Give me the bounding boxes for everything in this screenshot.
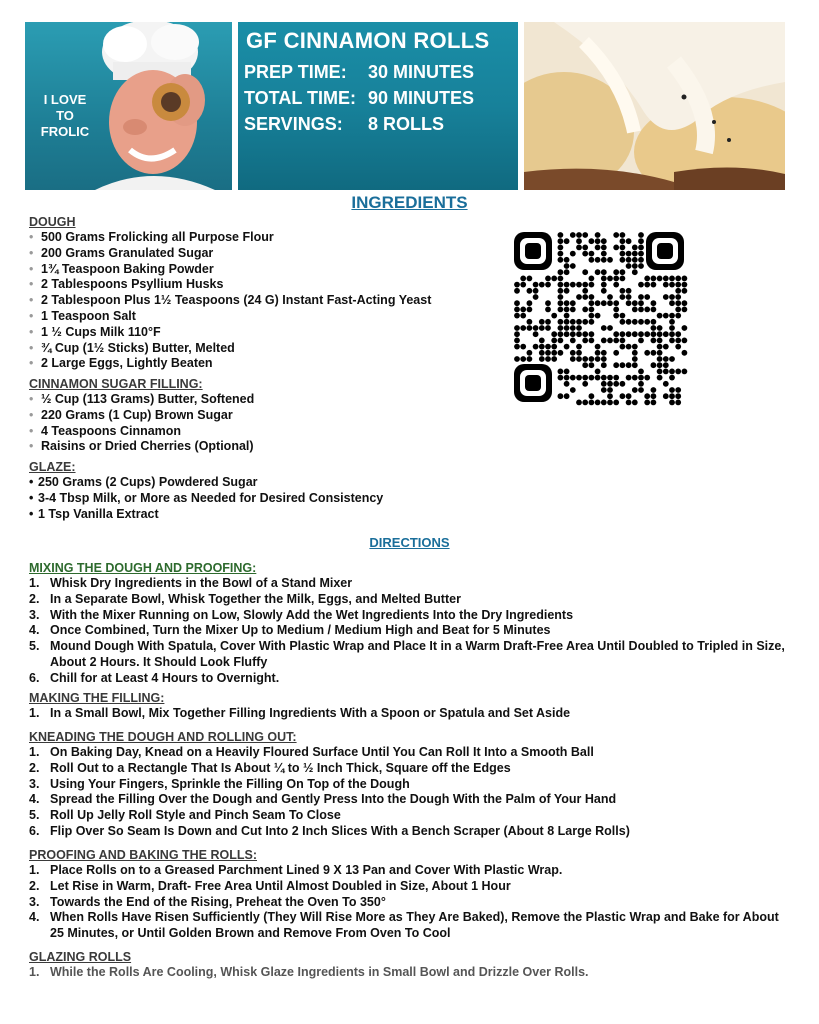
list-item: • ¾ Cup (1½ Sticks) Butter, Melted bbox=[29, 340, 235, 355]
list-item: • 500 Grams Frolicking all Purpose Flour bbox=[29, 230, 274, 244]
prep-time-value: 30 MINUTES bbox=[368, 62, 475, 82]
mixing-heading: MIXING THE DOUGH AND PROOFING: bbox=[29, 561, 257, 575]
directions-heading: DIRECTIONS bbox=[369, 535, 450, 550]
dough-list bbox=[29, 230, 431, 372]
glaze-list bbox=[29, 475, 383, 522]
list-item: 6. Flip Over So Seam Is Down and Cut Into 2 Inch Slices With a Bench Scraper (About 8 Large Rolls) bbox=[29, 823, 630, 838]
baking-steps bbox=[29, 863, 785, 942]
list-item: • 1 ½ Cups Milk 110°F bbox=[29, 324, 161, 339]
list-item: 1. While the Rolls Are Cooling, Whisk Glaze Ingredients in Small Bowl and Drizzle Over Rolls. bbox=[29, 965, 589, 979]
list-item: • 200 Grams Granulated Sugar bbox=[29, 245, 214, 260]
list-item: • 2 Tablespoons Psyllium Husks bbox=[29, 277, 224, 292]
glaze-section bbox=[29, 459, 383, 522]
list-item: • 1 Tsp Vanilla Extract bbox=[29, 506, 159, 521]
recipe-title: GF CINNAMON ROLLS bbox=[246, 28, 490, 53]
rolls-illustration bbox=[524, 22, 785, 190]
list-item: • 4 Teaspoons Cinnamon bbox=[29, 423, 182, 438]
mixing-section bbox=[29, 560, 785, 687]
prep-time-label: PREP TIME: bbox=[244, 62, 347, 82]
list-item: 5. Roll Up Jelly Roll Style and Pinch Seam To Close bbox=[29, 808, 341, 823]
list-item: 4. When Rolls Have Risen Sufficiently (They Will Rise More as They Are Baked), Remove the Plastic Wrap and Bake for About 25 Minutes, or Until Golden Brown and Remove From Oven To Cool bbox=[29, 910, 779, 941]
making-filling-steps bbox=[29, 706, 785, 722]
list-item: 2. Let Rise in Warm, Draft- Free Area Until Almost Doubled in Size, About 1 Hour bbox=[29, 878, 511, 893]
glazing-steps bbox=[29, 965, 785, 981]
glazing-section bbox=[29, 949, 785, 981]
baking-heading: PROOFING AND BAKING THE ROLLS: bbox=[29, 848, 258, 862]
list-item: • 3-4 Tbsp Milk, or More as Needed for Desired Consistency bbox=[29, 490, 384, 505]
glaze-heading: GLAZE: bbox=[29, 460, 76, 474]
list-item: 6. Chill for at Least 4 Hours to Overnight. bbox=[29, 670, 280, 685]
list-item: • ½ Cup (113 Grams) Butter, Softened bbox=[29, 392, 255, 406]
list-item: 1. Place Rolls on to a Greased Parchment Lined 9 X 13 Pan and Cover With Plastic Wrap. bbox=[29, 863, 563, 877]
chef-photo bbox=[25, 22, 232, 190]
baking-section bbox=[29, 847, 785, 942]
qr-code[interactable] bbox=[510, 228, 688, 406]
filling-heading: CINNAMON SUGAR FILLING: bbox=[29, 377, 203, 391]
dough-heading: DOUGH bbox=[29, 215, 76, 229]
list-item: 3. With the Mixer Running on Low, Slowly Add the Wet Ingredients Into the Dry Ingredients bbox=[29, 607, 574, 622]
chef-caption: I LOVE TO FROLIC bbox=[40, 92, 90, 139]
filling-section bbox=[29, 376, 254, 455]
total-time-value: 90 MINUTES bbox=[368, 88, 475, 108]
kneading-section bbox=[29, 729, 785, 840]
list-item: 1. In a Small Bowl, Mix Together Filling Ingredients With a Spoon or Spatula and Set Aside bbox=[29, 706, 571, 720]
total-time-row bbox=[244, 88, 475, 109]
list-item: 3. Towards the End of the Rising, Preheat the Oven To 350° bbox=[29, 894, 386, 909]
dough-section bbox=[29, 214, 431, 372]
list-item: • 2 Large Eggs, Lightly Beaten bbox=[29, 356, 213, 371]
list-item: 2. Roll Out to a Rectangle That Is About ¼ to ½ Inch Thick, Square off the Edges bbox=[29, 760, 511, 775]
list-item: • 250 Grams (2 Cups) Powdered Sugar bbox=[29, 475, 258, 489]
title-box bbox=[238, 22, 518, 190]
prep-time-row bbox=[244, 62, 475, 83]
list-item: 4. Once Combined, Turn the Mixer Up to Medium / Medium High and Beat for 5 Minutes bbox=[29, 623, 551, 638]
filling-list bbox=[29, 392, 254, 455]
list-item: • Raisins or Dried Cherries (Optional) bbox=[29, 439, 254, 454]
list-item: 3. Using Your Fingers, Sprinkle the Filling On Top of the Dough bbox=[29, 776, 410, 791]
mixing-steps bbox=[29, 576, 785, 687]
making-filling-section bbox=[29, 690, 785, 722]
cinnamon-rolls-photo bbox=[524, 22, 785, 190]
servings-value: 8 ROLLS bbox=[368, 114, 445, 134]
list-item: • 2 Tablespoon Plus 1½ Teaspoons (24 G) Instant Fast-Acting Yeast bbox=[29, 293, 432, 308]
servings-row bbox=[244, 114, 445, 135]
kneading-steps bbox=[29, 745, 785, 840]
list-item: 5. Mound Dough With Spatula, Cover With Plastic Wrap and Place It in a Warm Draft-Free Area Until Doubled to Tripled in Size, About 2 Hours. It Should Look Fluffy bbox=[29, 639, 785, 669]
list-item: 1. On Baking Day, Knead on a Heavily Floured Surface Until You Can Roll It Into a Smooth Ball bbox=[29, 745, 594, 759]
glazing-heading: GLAZING ROLLS bbox=[29, 950, 132, 964]
ingredients-heading: INGREDIENTS bbox=[351, 193, 468, 212]
recipe-header bbox=[25, 22, 785, 190]
list-item: 4. Spread the Filling Over the Dough and Gently Press Into the Dough With the Palm of Your Hand bbox=[29, 792, 617, 807]
total-time-label: TOTAL TIME: bbox=[244, 88, 356, 108]
kneading-heading: KNEADING THE DOUGH AND ROLLING OUT: bbox=[29, 730, 297, 744]
list-item: • 220 Grams (1 Cup) Brown Sugar bbox=[29, 407, 233, 422]
list-item: • 1 Teaspoon Salt bbox=[29, 308, 136, 323]
servings-label: SERVINGS: bbox=[244, 114, 343, 134]
list-item: 2. In a Separate Bowl, Whisk Together the Milk, Eggs, and Melted Butter bbox=[29, 591, 461, 606]
making-filling-heading: MAKING THE FILLING: bbox=[29, 691, 165, 705]
list-item: • 1¾ Teaspoon Baking Powder bbox=[29, 261, 214, 276]
list-item: 1. Whisk Dry Ingredients in the Bowl of a Stand Mixer bbox=[29, 576, 353, 590]
